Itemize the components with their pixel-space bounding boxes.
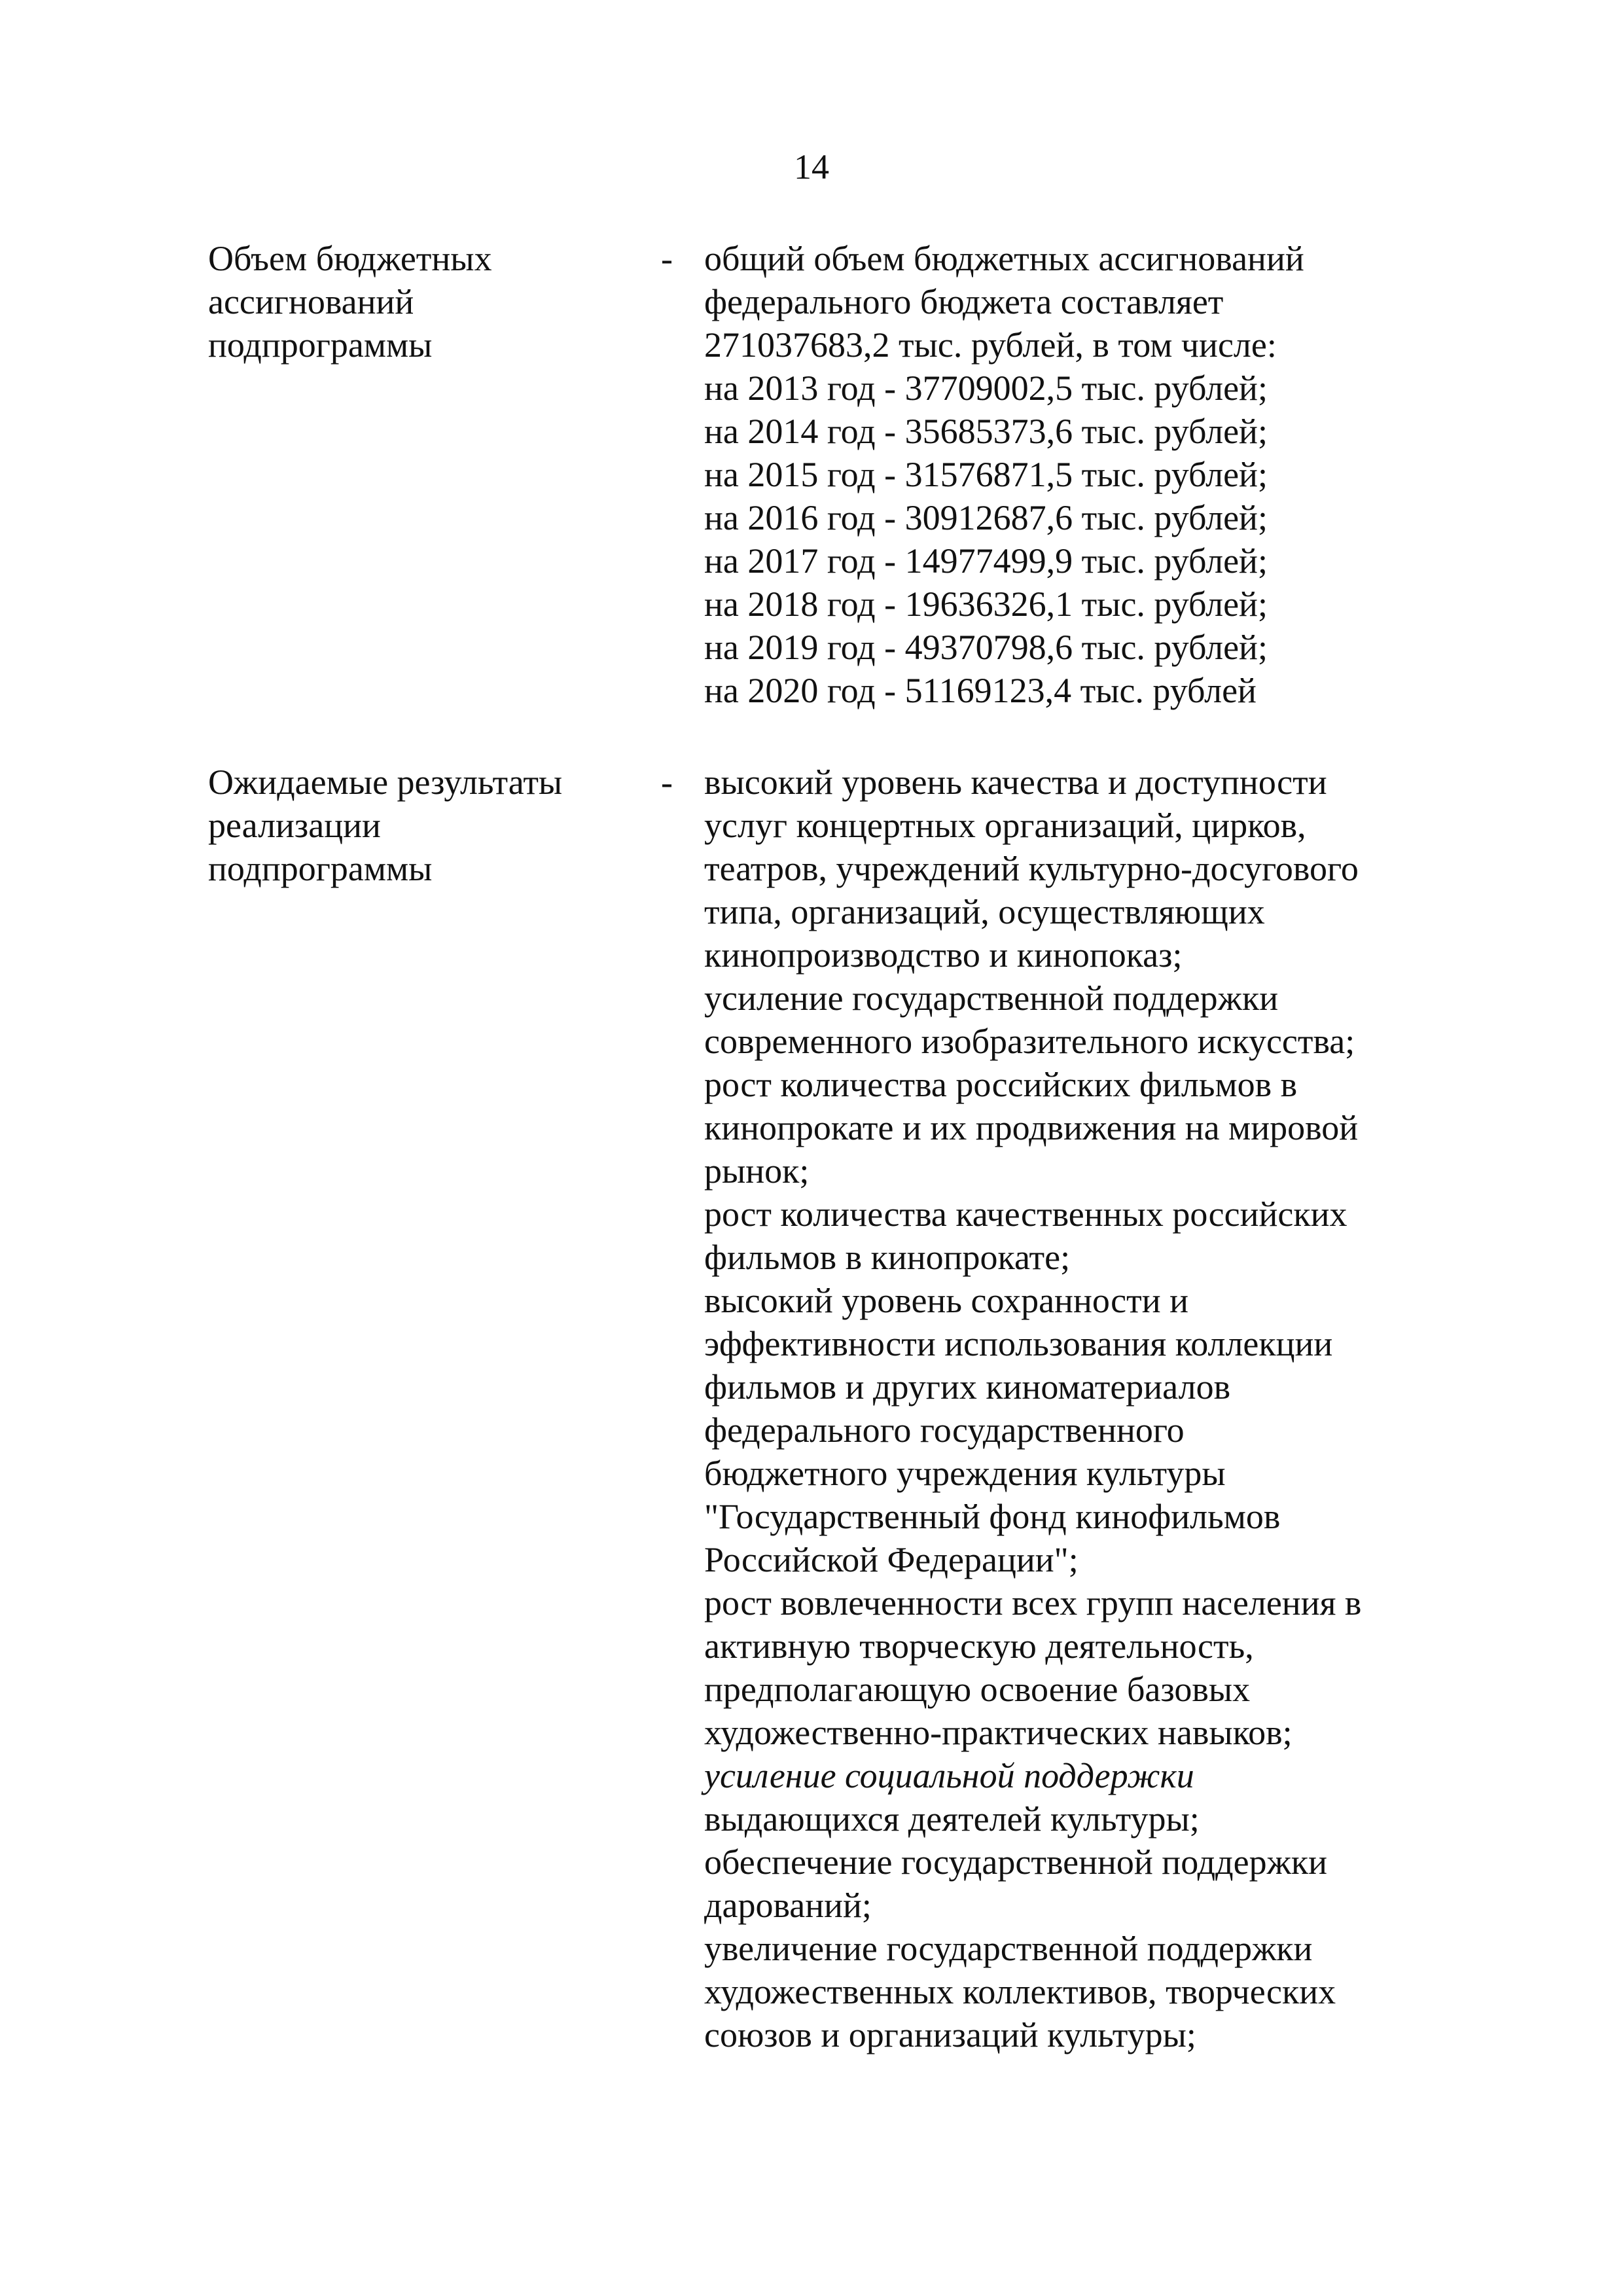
results-line: активную творческую деятельность,	[704, 1626, 1254, 1666]
results-label	[208, 761, 627, 890]
results-label-line: Ожидаемые результаты	[208, 762, 563, 802]
budget-line: 271037683,2 тыс. рублей, в том числе:	[704, 325, 1277, 365]
budget-dash: -	[661, 239, 673, 278]
results-line: рост вовлеченности всех групп населения в	[704, 1583, 1362, 1623]
results-dash: -	[661, 762, 673, 802]
results-label-line: подпрограммы	[208, 849, 433, 888]
page-number: 14	[794, 147, 829, 187]
budget-content	[704, 237, 1457, 712]
results-line: художественных коллективов, творческих	[704, 1972, 1336, 2011]
results-line: высокий уровень сохранности и	[704, 1281, 1189, 1320]
results-line: фильмов и других киноматериалов	[704, 1367, 1231, 1407]
results-line: бюджетного учреждения культуры	[704, 1454, 1226, 1493]
budget-label-line: подпрограммы	[208, 325, 433, 365]
budget-line: общий объем бюджетных ассигнований	[704, 239, 1304, 278]
results-line: "Государственный фонд кинофильмов	[704, 1497, 1281, 1536]
results-line: увеличение государственной поддержки	[704, 1929, 1313, 1968]
budget-year-line: на 2017 год - 14977499,9 тыс. рублей;	[704, 541, 1268, 581]
results-line: федерального государственного	[704, 1410, 1185, 1450]
results-line: Российской Федерации";	[704, 1540, 1079, 1579]
results-line: кинопрокате и их продвижения на мировой	[704, 1108, 1359, 1147]
results-line: рост количества российских фильмов в	[704, 1065, 1298, 1104]
budget-year-line: на 2013 год - 37709002,5 тыс. рублей;	[704, 368, 1268, 408]
results-line: дарований;	[704, 1886, 872, 1925]
budget-year-line: на 2016 год - 30912687,6 тыс. рублей;	[704, 498, 1268, 537]
budget-label	[208, 237, 627, 367]
budget-year-line: на 2018 год - 19636326,1 тыс. рублей;	[704, 584, 1268, 624]
results-line: союзов и организаций культуры;	[704, 2015, 1196, 2054]
budget-year-line: на 2019 год - 49370798,6 тыс. рублей;	[704, 628, 1268, 667]
budget-year-line: на 2014 год - 35685373,6 тыс. рублей;	[704, 412, 1268, 451]
budget-label-line: ассигнований	[208, 282, 414, 321]
results-content	[704, 761, 1457, 2056]
results-line: эффективности использования коллекции	[704, 1324, 1333, 1363]
budget-year-line: на 2015 год - 31576871,5 тыс. рублей;	[704, 455, 1268, 494]
results-label-line: реализации	[208, 806, 381, 845]
results-line: предполагающую освоение базовых	[704, 1670, 1251, 1709]
results-line: рынок;	[704, 1151, 810, 1191]
results-line: фильмов в кинопрокате;	[704, 1238, 1071, 1277]
results-line: высокий уровень качества и доступности	[704, 762, 1327, 802]
results-line: услуг концертных организаций, цирков,	[704, 806, 1306, 845]
results-line: усиление государственной поддержки	[704, 978, 1279, 1018]
results-line: кинопроизводство и кинопоказ;	[704, 935, 1183, 975]
results-line: типа, организаций, осуществляющих	[704, 892, 1265, 931]
results-line: художественно-практических навыков;	[704, 1713, 1293, 1752]
results-line: современного изобразительного искусства;	[704, 1022, 1355, 1061]
results-line: выдающихся деятелей культуры;	[704, 1799, 1200, 1839]
budget-label-line: Объем бюджетных	[208, 239, 492, 278]
results-line: рост количества качественных российских	[704, 1194, 1347, 1234]
budget-year-line: на 2020 год - 51169123,4 тыс. рублей	[704, 671, 1257, 710]
results-line: театров, учреждений культурно-досугового	[704, 849, 1359, 888]
results-line: обеспечение государственной поддержки	[704, 1842, 1328, 1882]
results-line-italic: усиление социальной поддержки	[704, 1756, 1194, 1795]
budget-line: федерального бюджета составляет	[704, 282, 1224, 321]
